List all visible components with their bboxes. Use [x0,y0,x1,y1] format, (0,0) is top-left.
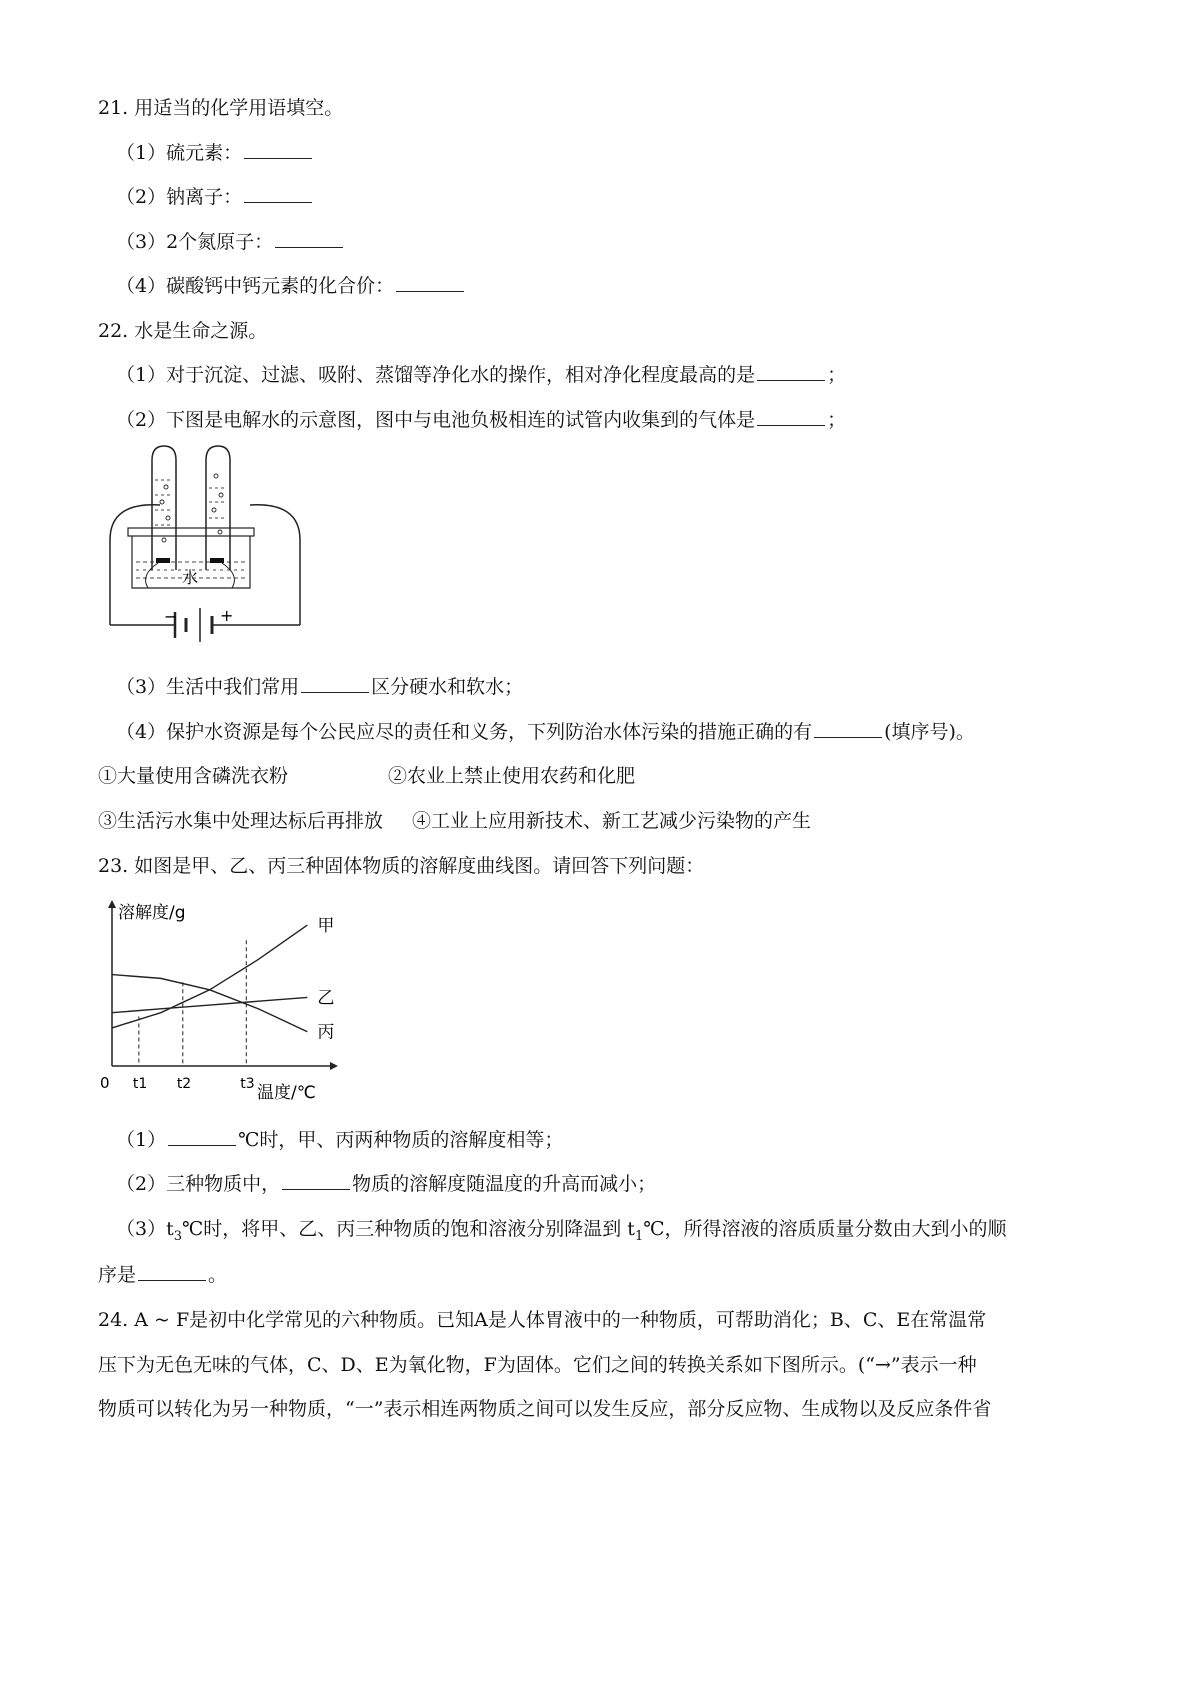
q23-item-1: （1） ℃时，甲、丙两种物质的溶解度相等； [116,1129,564,1151]
electrolysis-diagram [100,440,310,680]
x-axis-label: 温度/℃ [257,1083,316,1101]
q22-item-2: （2）下图是电解水的示意图，图中与电池负极相连的试管内收集到的气体是 ； [116,409,847,431]
q23-item-3-cont: 序是 。 [98,1264,228,1286]
tick-label-t1: t1 [132,1076,148,1092]
q21-item-2: （2）钠离子： [116,184,314,210]
q22-option-1: ①大量使用含磷洗衣粉 [98,765,289,787]
test-tube-left [152,446,176,570]
q23-item-3: $(3)t_3℃$时，将甲、乙、丙三种物质的饱和溶液分别降温到 $t_1℃$，所得溶液的溶质质量分数由大到小的顺 [116,1218,1007,1244]
q22-option-4: ④工业上应用新技术、新工艺减少污染物的产生 [412,810,812,832]
q21-item-3: （3）2个氮原子： [116,229,345,255]
q23-item-2: （2）三种物质中， 物质的溶解度随温度的升高而减小； [116,1173,657,1195]
plus-sign: + [220,606,234,625]
solubility-chart [96,896,356,1101]
q21-item-4: （4）碳酸钙中钙元素的化合价： [116,273,466,299]
x-axis-arrow-icon [330,1062,338,1070]
tick-label-t3: t3 [240,1076,255,1092]
q24-line-3: 物质可以转化为另一种物质，“一”表示相连两物质之间可以发生反应，部分反应物、生成物以及反应条件省 [98,1398,992,1420]
y-axis-label: 溶解度/g [118,903,186,923]
electrode-left [156,558,170,563]
q22-item-4: （4）保护水资源是每个公民应尽的责任和义务，下列防治水体污染的措施正确的有 (填序号)。 [116,721,975,743]
series-line-1 [112,997,307,1012]
q23-title: 23. 如图是甲、乙、丙三种固体物质的溶解度曲线图。请回答下列问题： [98,855,705,877]
series-label-1: 乙 [317,988,335,1009]
q22-item-1: （1）对于沉淀、过滤、吸附、蒸馏等净化水的操作，相对净化程度最高的是 ； [116,364,847,386]
origin-label: 0 [100,1074,110,1092]
q24-line-2: 压下为无色无味的气体，C、D、E为氧化物，F为固体。它们之间的转换关系如下图所示。(“→”表示一种 [98,1354,977,1376]
water-label: 水 [182,568,199,587]
q21-title: 21. 用适当的化学用语填空。 [98,97,344,119]
series-label-0: 甲 [317,916,335,937]
trough-lid [128,528,254,536]
test-tube-right [206,446,230,570]
minus-sign: − [164,607,178,626]
q22-option-3: ③生活污水集中处理达标后再排放 [98,810,384,832]
q21-item-1: （1）硫元素： [116,140,314,166]
y-axis-arrow-icon [108,900,116,908]
q22-item-3: （3）生活中我们常用 区分硬水和软水； [116,676,524,698]
tick-label-t2: t2 [176,1076,192,1092]
series-line-2 [112,975,307,1032]
series-label-2: 丙 [317,1022,335,1043]
electrode-right [210,558,224,563]
q22-option-2: ②农业上禁止使用农药和化肥 [388,765,636,787]
q22-title: 22. 水是生命之源。 [98,320,268,342]
q24-line-1: 24. A ~ F是初中化学常见的六种物质。已知A是人体胃液中的一种物质，可帮助消化；B、C、E在常温常 [98,1309,987,1331]
